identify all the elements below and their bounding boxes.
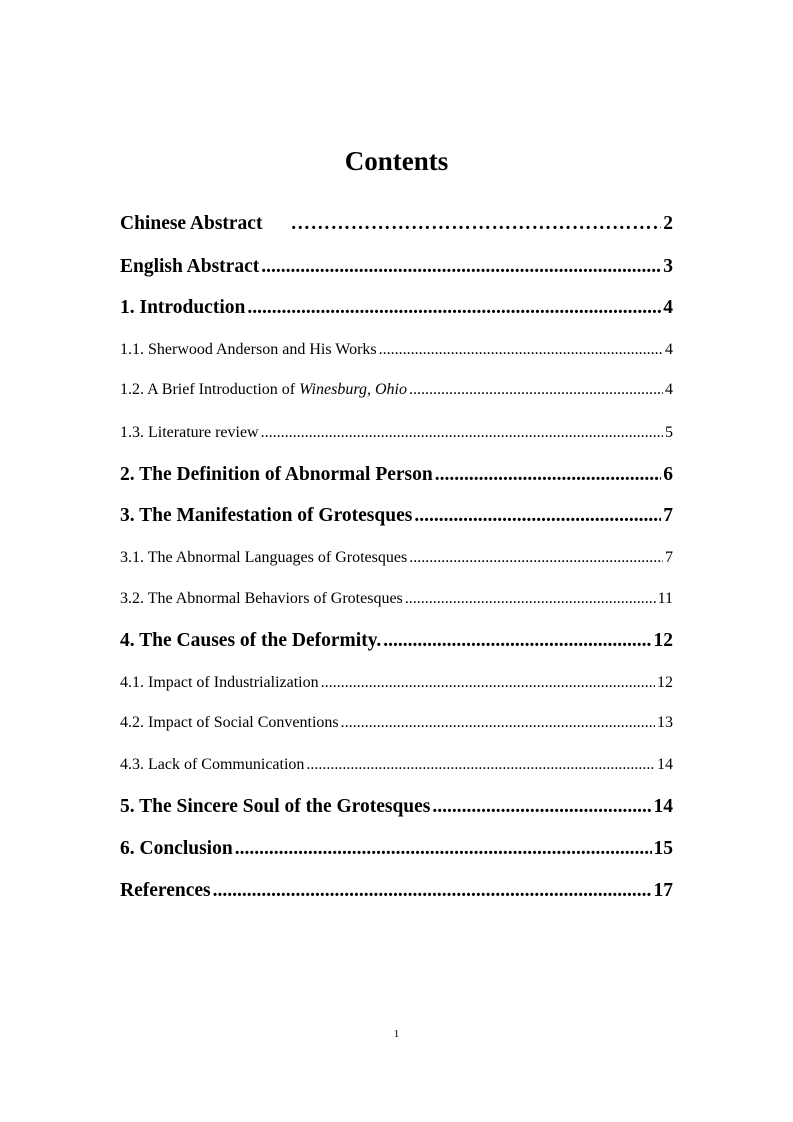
- toc-page-number: 12: [657, 674, 673, 691]
- toc-leader-dots: [261, 422, 663, 444]
- toc-page-number: 3: [663, 256, 673, 277]
- toc-entry-sincere-soul[interactable]: [120, 794, 673, 820]
- toc-entry-label: References: [120, 880, 211, 901]
- toc-leader-dots: [379, 339, 663, 361]
- toc-entry-english-abstract[interactable]: [120, 254, 673, 280]
- toc-leader-dots: [409, 379, 663, 401]
- toc-page-number: 14: [657, 756, 673, 773]
- toc-page-number: 6: [663, 464, 673, 485]
- toc-page-number: 2: [663, 213, 673, 234]
- toc-entry-label: 5. The Sincere Soul of the Grotesques: [120, 796, 431, 817]
- toc-entry-chinese-abstract[interactable]: [120, 211, 673, 237]
- toc-page-number: 12: [653, 630, 673, 651]
- toc-page-number: 4: [663, 297, 673, 318]
- toc-leader-dots: [306, 754, 655, 776]
- toc-entry-lack-communication[interactable]: [120, 754, 673, 776]
- toc-entry-label: 3. The Manifestation of Grotesques: [120, 505, 413, 526]
- toc-leader-dots: [341, 712, 655, 734]
- toc-entry-introduction[interactable]: [120, 295, 673, 321]
- toc-leader-dots: [247, 295, 661, 321]
- toc-page-number: 17: [653, 880, 673, 901]
- toc-leader-dots: [435, 462, 662, 488]
- toc-leader-dots: [235, 836, 652, 862]
- page-number: 1: [393, 1028, 400, 1040]
- toc-leader-dots: [432, 794, 651, 820]
- toc-entry-label: 4.1. Impact of Industrialization: [120, 674, 319, 691]
- toc-page-number: 4: [665, 381, 673, 398]
- toc-page-number: 11: [657, 590, 673, 607]
- toc-entry-abnormal-languages[interactable]: [120, 547, 673, 569]
- toc-entry-industrialization[interactable]: [120, 672, 673, 694]
- toc-page-number: 4: [665, 341, 673, 358]
- toc-entry-abnormal-behaviors[interactable]: [120, 588, 673, 610]
- toc-entry-label-italic: Winesburg, Ohio: [299, 381, 407, 398]
- toc-leader-dots: [409, 547, 663, 569]
- toc-page-number: 5: [665, 424, 673, 441]
- toc-entry-label: 3.2. The Abnormal Behaviors of Grotesques: [120, 590, 403, 607]
- toc-entry-label-prefix: 1.2. A Brief Introduction of: [120, 381, 300, 398]
- toc-entry-label: Chinese Abstract: [120, 213, 263, 234]
- toc-entry-definition-abnormal[interactable]: [120, 462, 673, 488]
- page-title: Contents: [344, 146, 449, 176]
- toc-entry-label: 1. Introduction: [120, 297, 246, 318]
- toc-entry-label: 4.3. Lack of Communication: [120, 756, 305, 773]
- toc-leader-dots: [405, 588, 656, 610]
- toc-page-number: 14: [653, 796, 673, 817]
- toc-leader-dots: [414, 503, 661, 529]
- toc-entry-sherwood-anderson[interactable]: [120, 339, 673, 361]
- toc-entry-causes-deformity[interactable]: [120, 628, 673, 654]
- toc-entry-references[interactable]: [120, 878, 673, 904]
- toc-entry-conclusion[interactable]: [120, 836, 673, 862]
- toc-entry-brief-introduction[interactable]: [120, 379, 673, 401]
- toc-entry-literature-review[interactable]: [120, 422, 673, 444]
- toc-leader-dots: [213, 878, 652, 904]
- toc-leader-dots: [290, 211, 661, 237]
- toc-leader-dots: [321, 672, 655, 694]
- toc-entry-label: 1.1. Sherwood Anderson and His Works: [120, 341, 377, 358]
- toc-entry-label: 4.2. Impact of Social Conventions: [120, 714, 339, 731]
- toc-entry-label: 4. The Causes of the Deformity.: [120, 630, 382, 651]
- toc-entry-label: 3.1. The Abnormal Languages of Grotesques: [120, 549, 408, 566]
- toc-page-number: 7: [663, 505, 673, 526]
- toc-entry-label: English Abstract: [120, 256, 260, 277]
- toc-page-number: 15: [653, 838, 673, 859]
- toc-entry-manifestation[interactable]: [120, 503, 673, 529]
- toc-entry-label: [120, 379, 407, 401]
- toc-page-number: 7: [665, 549, 673, 566]
- toc-entry-label: 6. Conclusion: [120, 838, 233, 859]
- toc-leader-dots: [383, 628, 651, 654]
- toc-leader-dots: [261, 254, 661, 280]
- toc-page-number: 13: [657, 714, 673, 731]
- toc-entry-social-conventions[interactable]: [120, 712, 673, 734]
- toc-entry-label: 2. The Definition of Abnormal Person: [120, 464, 433, 485]
- toc-entry-label: 1.3. Literature review: [120, 424, 259, 441]
